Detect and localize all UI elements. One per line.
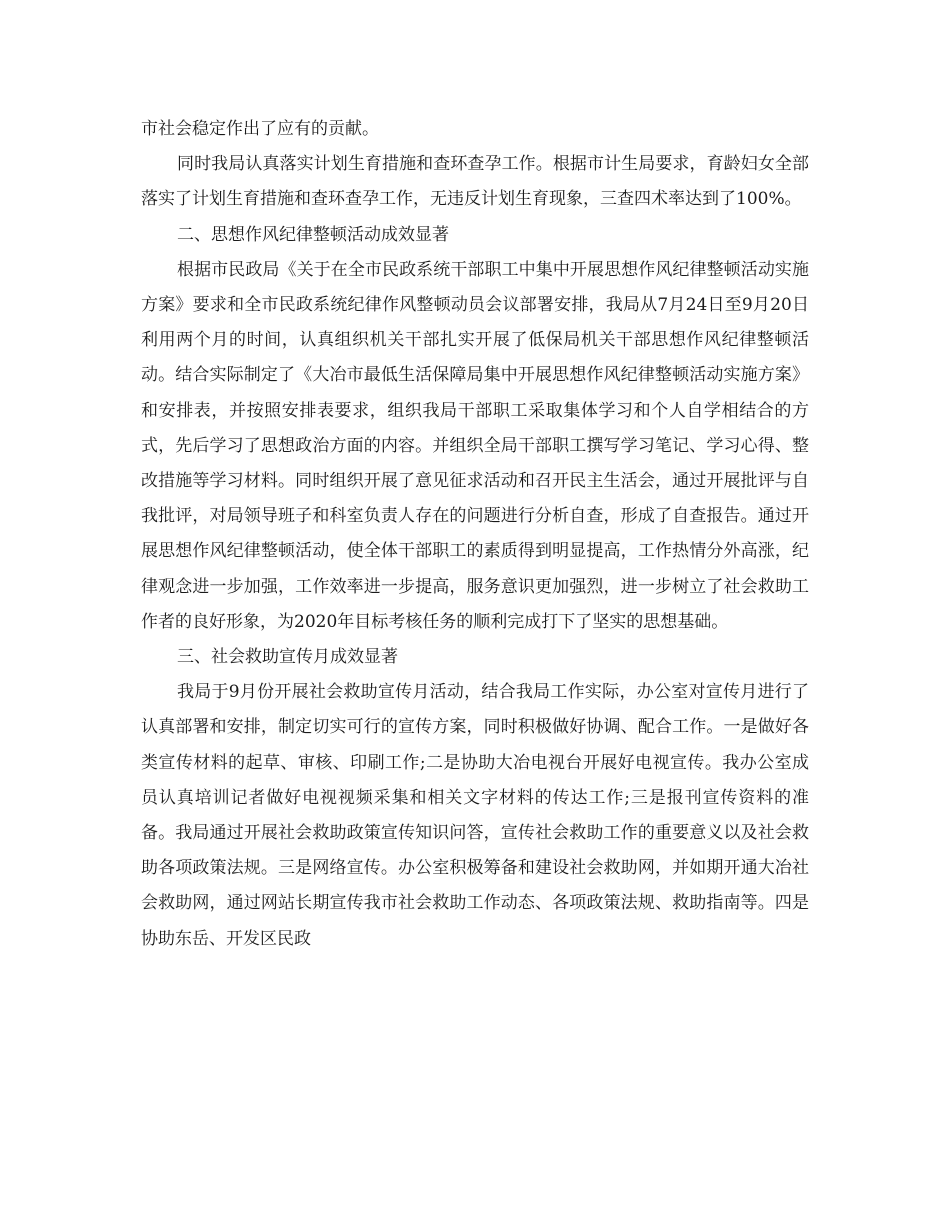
document-page [141,112,809,957]
paragraph-publicity-month: 我局于9月份开展社会救助宣传月活动，结合我局工作实际，办公室对宣传月进行了认真部署和安排，制定切实可行的宣传方案，同时积极做好协调、配合工作。一是做好各类宣传材料的起草、审核、印刷工作;二是协助大冶电视台开展好电视宣传。我办公室成员认真培训记者做好电视视频采集和相关文字材料的传达工作;三是报刊宣传资料的准备。我局通过开展社会救助政策宣传知识问答，宣传社会救助工作的重要意义以及社会救助各项政策法规。三是网络宣传。办公室积极筹备和建设社会救助网，并如期开通大冶社会救助网，通过网站长期宣传我市社会救助工作动态、各项政策法规、救助指南等。四是协助东岳、开发区民政 [141,682,809,949]
paragraph-discipline-rectification: 根据市民政局《关于在全市民政系统干部职工中集中开展思想作风纪律整顿活动实施方案》要求和全市民政系统纪律作风整顿动员会议部署安排，我局从7月24日至9月20日利用两个月的时间，认真组织机关干部扎实开展了低保局机关干部思想作风纪律整顿活动。结合实际制定了《大冶市最低生活保障局集中开展思想作风纪律整顿活动实施方案》和安排表，并按照安排表要求，组织我局干部职工采取集体学习和个人自学相结合的方式，先后学习了思想政治方面的内容。并组织全局干部职工撰写学习笔记、学习心得、整改措施等学习材料。同时组织开展了意见征求活动和召开民主生活会，通过开展批评与自我批评，对局领导班子和科室负责人存在的问题进行分析自查，形成了自查报告。通过开展思想作风纪律整顿活动，使全体干部职工的素质得到明显提高，工作热情分外高涨，纪律观念进一步加强，工作效率进一步提高，服务意识更加强烈，进一步树立了社会救助工作者的良好形象，为2020年目标考核任务的顺利完成打下了坚实的思想基础。 [141,259,809,632]
paragraph-family-planning: 同时我局认真落实计划生育措施和查环查孕工作。根据市计生局要求，育龄妇女全部落实了计划生育措施和查环查孕工作，无违反计划生育现象，三查四术率达到了100%。 [141,154,809,210]
section-heading-2: 二、思想作风纪律整顿活动成效显著 [177,224,449,245]
section-heading-3: 三、社会救助宣传月成效显著 [177,647,398,668]
paragraph-continuation: 市社会稳定作出了应有的贡献。 [141,119,379,139]
